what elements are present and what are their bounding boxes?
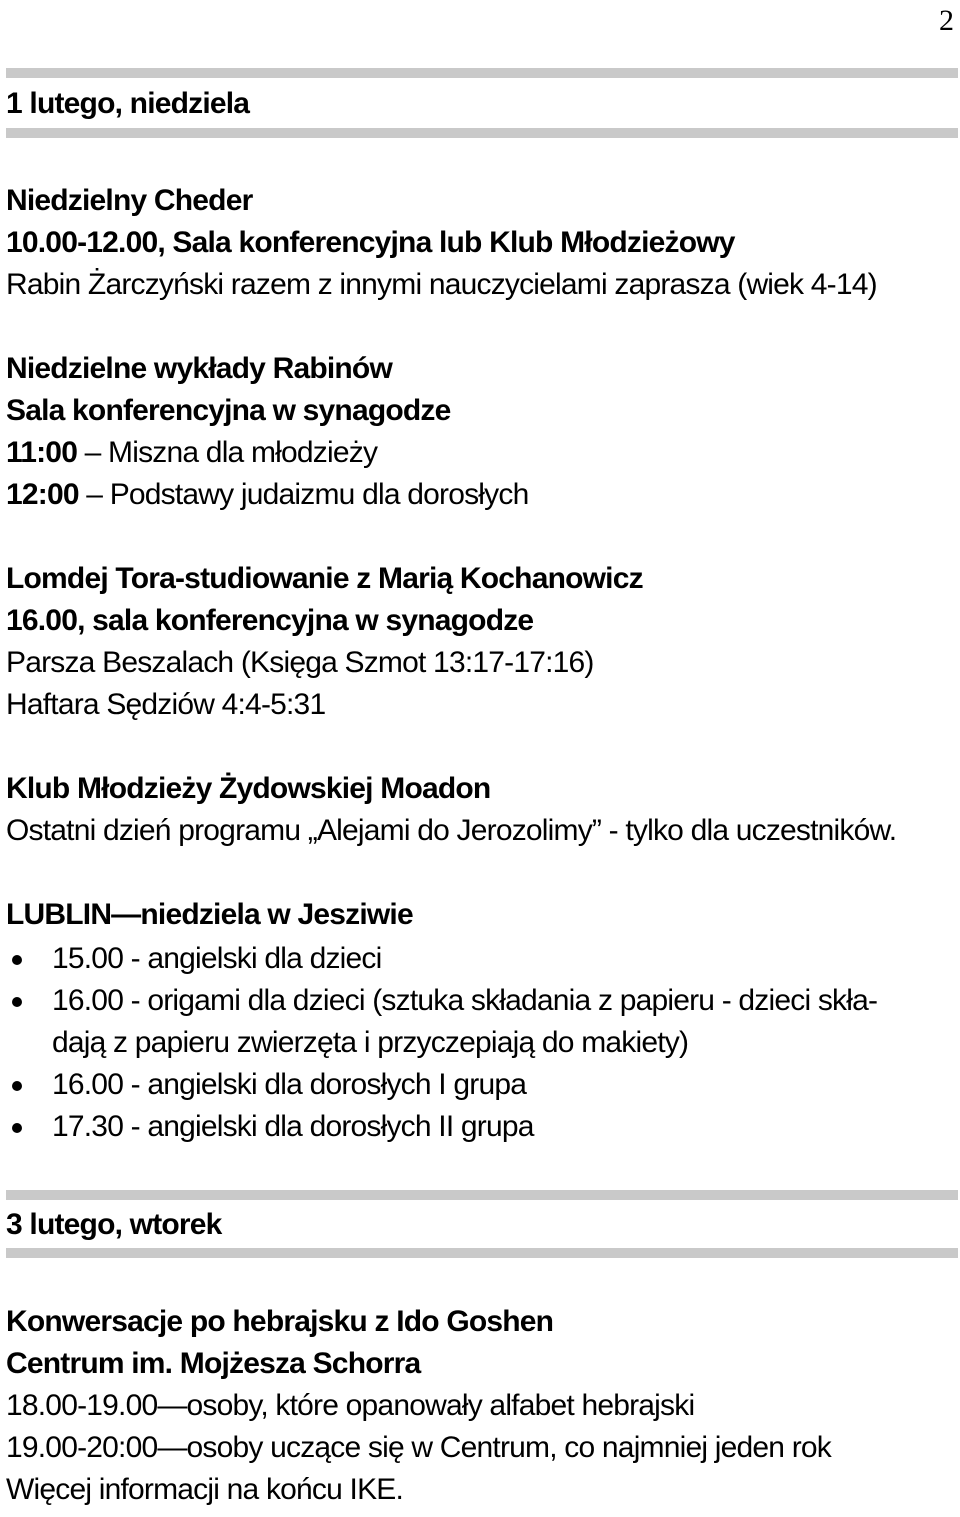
schedule-text: – Miszna dla młodzieży: [84, 436, 378, 469]
event-parsha: Parsza Beszalach (Księga Szmot 13:17-17:16): [6, 646, 594, 679]
event-description: Ostatni dzień programu „Alejami do Jerozolimy” - tylko dla uczestników.: [6, 814, 897, 847]
bullet-icon: [12, 1081, 22, 1091]
event-title: Lomdej Tora-studiowanie z Marią Kochanowicz: [6, 562, 643, 595]
list-item: 16.00 - angielski dla dorosłych I grupa: [52, 1068, 527, 1101]
event-time-place: 10.00-12.00, Sala konferencyjna lub Klub Młodzieżowy: [6, 226, 735, 259]
event-title: LUBLIN—niedziela w Jesziwie: [6, 898, 413, 931]
list-item-continuation: dają z papieru zwierzęta i przyczepiają do makiety): [52, 1026, 689, 1059]
section-divider: [6, 68, 958, 78]
event-subtitle: Centrum im. Mojżesza Schorra: [6, 1347, 421, 1380]
event-time-place: 16.00, sala konferencyjna w synagodze: [6, 604, 534, 637]
event-title: Niedzielny Cheder: [6, 184, 253, 217]
list-item: 17.30 - angielski dla dorosłych II grupa: [52, 1110, 534, 1143]
bullet-icon: [12, 1123, 22, 1133]
schedule-time: 12:00: [6, 478, 79, 511]
page-number: 2: [939, 4, 954, 37]
section-heading: 3 lutego, wtorek: [6, 1208, 222, 1241]
section-divider: [6, 1248, 958, 1258]
bullet-icon: [12, 955, 22, 965]
schedule-text: – Podstawy judaizmu dla dorosłych: [86, 478, 529, 511]
list-item: 15.00 - angielski dla dzieci: [52, 942, 382, 975]
section-heading: 1 lutego, niedziela: [6, 87, 250, 120]
event-description: Rabin Żarczyński razem z innymi nauczycielami zaprasza (wiek 4-14): [6, 268, 877, 301]
schedule-item: [6, 435, 377, 471]
event-subtitle: Sala konferencyjna w synagodze: [6, 394, 451, 427]
info-note: Więcej informacji na końcu IKE.: [6, 1473, 404, 1506]
bullet-icon: [12, 997, 22, 1007]
event-title: Niedzielne wykłady Rabinów: [6, 352, 392, 385]
schedule-line: 19.00-20:00—osoby uczące się w Centrum, co najmniej jeden rok: [6, 1431, 831, 1464]
section-divider: [6, 128, 958, 138]
event-haftara: Haftara Sędziów 4:4-5:31: [6, 688, 326, 721]
event-title: Klub Młodzieży Żydowskiej Moadon: [6, 772, 491, 805]
schedule-item: [6, 477, 528, 513]
event-title: Konwersacje po hebrajsku z Ido Goshen: [6, 1305, 554, 1338]
section-divider: [6, 1190, 958, 1200]
list-item: 16.00 - origami dla dzieci (sztuka składania z papieru - dzieci skła-: [52, 984, 878, 1017]
schedule-line: 18.00-19.00—osoby, które opanowały alfabet hebrajski: [6, 1389, 695, 1422]
schedule-time: 11:00: [6, 436, 78, 469]
